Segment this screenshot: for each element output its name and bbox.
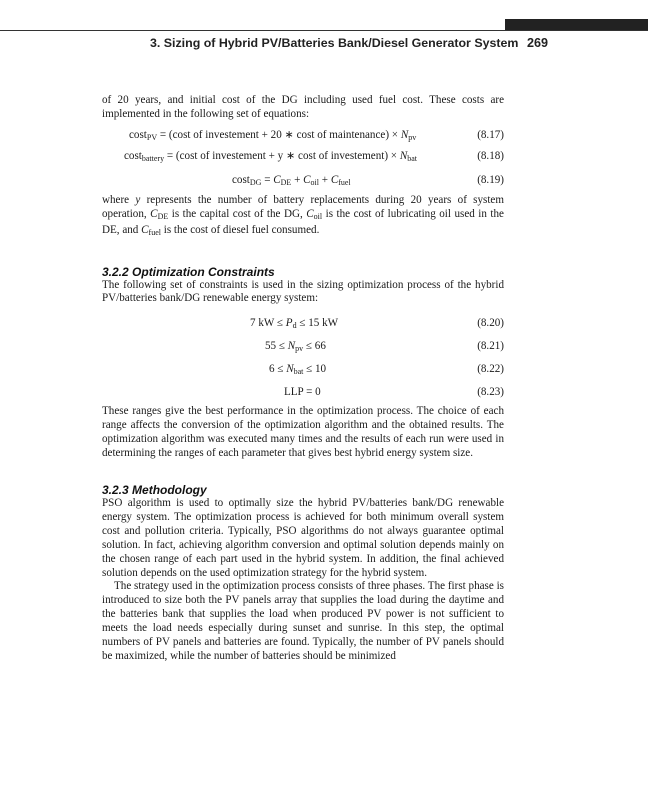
section-heading-3-2-2: 3.2.2 Optimization Constraints — [102, 264, 275, 279]
constraints-paragraph: These ranges give the best performance in the optimization process. The choice of each range affects the conversion of the optimization algorithm and the obtained results. The optimization algorithm was executed many times and the results of each run were used in determining the ranges of each parameter that gives best hybrid energy system size. — [102, 405, 504, 460]
constraint-8-21: $55 \le N_{pv} \le 66$ (8.21) — [102, 336, 504, 357]
equation-number: (8.21) — [477, 340, 504, 353]
intro-paragraph: of 20 years, and initial cost of the DG including used fuel cost. These costs are implemented in the following set of equations: — [102, 94, 504, 120]
methodology-paragraph-1: PSO algorithm is used to optimally size the hybrid PV/batteries bank/DG renewable energy system. The optimization process is achieved for both minimum overall system cost and pollution criteria. Typically, PSO algorithms do not always guarantee optimal solution. In fact, achieving algorithm conversion and optimal solution depends mainly on the chosen range of each part used in the hybrid system. In addition, the final achieved solution depends on the used optimization strategy for the hybrid system. — [102, 496, 504, 579]
constraint-8-22: $6 \le N_{bat} \le 10$ (8.22) — [102, 359, 504, 380]
running-head — [150, 36, 550, 54]
constraint-8-23: LLP = 0 (8.23) — [102, 382, 504, 403]
constraint-8-20: 7 kW ≤ $P_d \le 15$ kW (8.20) — [102, 313, 504, 334]
equation-number: (8.23) — [477, 386, 504, 399]
constraints-intro: The following set of constraints is used in the sizing optimization process of the hybrid PV/batteries bank/DG renewable energy system: — [102, 278, 504, 305]
equation-number: (8.22) — [477, 363, 504, 376]
page-number: 269 — [527, 36, 549, 50]
equation-number: (8.18) — [477, 149, 504, 162]
constraints-block — [102, 313, 504, 403]
equation-8-17: cost$_{PV}$ = (cost of investement + 20 ∗ cost of maintenance) × $N_{pv}$ (8.17) — [102, 125, 504, 146]
methodology-paragraph-2: The strategy used in the optimization process consists of three phases. The first phase is introduced to size both the PV panels array that supplies the load during the daytime and the batteries bank that supplies the load when produced PV power is not sufficient to meets the load needs especially during sunset and sunrise. In this step, the optimal numbers of PV panels and batteries are found. Typically, the number of PV panels should be maximized, while the number of batteries should be minimized — [102, 580, 504, 662]
equation-number: (8.19) — [477, 173, 504, 186]
header-rule — [0, 30, 648, 31]
page-body — [102, 94, 504, 664]
section-heading-3-2-3: 3.2.3 Methodology — [102, 482, 207, 497]
where-paragraph: where y represents the number of battery replacements during 20 years of system operation, $C_{DE}$ is the capital cost of the DG, $C_{oil}$ is the cost of lubricating oil used in the DE, and $C_{fuel}$ is the cost of diesel fuel consumed. — [102, 193, 504, 237]
equation-number: (8.17) — [477, 128, 504, 141]
equation-8-18: cost$_{battery}$ = (cost of investement + y ∗ cost of investement) × $N_{bat}$ (8.18) — [102, 146, 504, 167]
equation-8-19: $\cos t_{DG} = C_{DE} + C_{oil} + C_{fuel}$ (8.19) — [102, 170, 504, 191]
equation-number: (8.20) — [477, 317, 504, 330]
chapter-title: 3. Sizing of Hybrid PV/Batteries Bank/Diesel Generator System — [150, 36, 519, 50]
